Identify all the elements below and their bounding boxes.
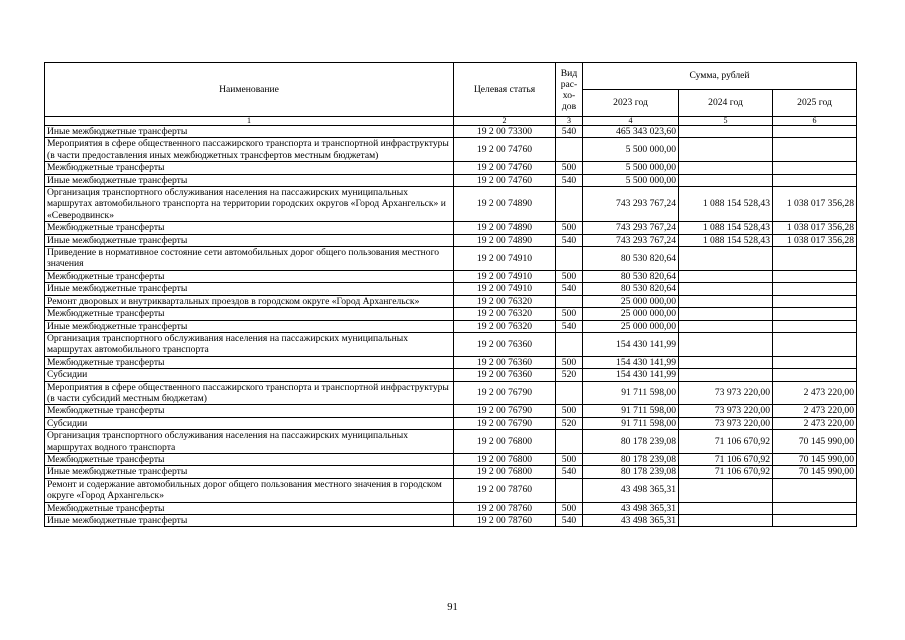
table-row: [45, 308, 857, 320]
cell-amount-2023: 80 530 820,64: [583, 270, 679, 282]
cell-amount-2024: [679, 320, 773, 332]
header-expense-type-line: хо-: [562, 89, 576, 101]
cell-amount-2025: [773, 320, 857, 332]
budget-table: [44, 62, 857, 527]
cell-article: 19 2 00 76800: [454, 430, 556, 454]
col-number: 6: [773, 117, 857, 126]
cell-amount-2025: 2 473 220,00: [773, 381, 857, 405]
header-year-2025: 2025 год: [773, 90, 857, 117]
cell-expense-type: 540: [556, 126, 583, 138]
cell-amount-2024: [679, 515, 773, 527]
table-row: [45, 295, 857, 307]
cell-amount-2023: 743 293 767,24: [583, 187, 679, 222]
cell-name: Межбюджетные трансферты: [45, 162, 454, 174]
cell-expense-type: [556, 381, 583, 405]
cell-article: 19 2 00 74890: [454, 234, 556, 246]
cell-name: Межбюджетные трансферты: [45, 270, 454, 282]
cell-article: 19 2 00 76320: [454, 295, 556, 307]
table-row: [45, 430, 857, 454]
table-row: [45, 234, 857, 246]
cell-amount-2025: [773, 126, 857, 138]
table-row: [45, 356, 857, 368]
cell-amount-2025: 1 038 017 356,28: [773, 222, 857, 234]
cell-name: Иные межбюджетные трансферты: [45, 126, 454, 138]
cell-expense-type: 500: [556, 270, 583, 282]
cell-expense-type: 520: [556, 369, 583, 381]
cell-amount-2025: [773, 515, 857, 527]
cell-article: 19 2 00 76800: [454, 466, 556, 478]
col-number: 3: [556, 117, 583, 126]
cell-amount-2023: 43 498 365,31: [583, 502, 679, 514]
cell-article: 19 2 00 78760: [454, 478, 556, 502]
cell-amount-2023: 5 500 000,00: [583, 138, 679, 162]
cell-expense-type: [556, 138, 583, 162]
cell-amount-2024: [679, 247, 773, 271]
cell-amount-2024: [679, 162, 773, 174]
cell-expense-type: 540: [556, 515, 583, 527]
cell-amount-2023: 25 000 000,00: [583, 320, 679, 332]
cell-amount-2023: 91 711 598,00: [583, 381, 679, 405]
cell-amount-2024: [679, 126, 773, 138]
cell-amount-2025: [773, 295, 857, 307]
cell-amount-2023: 91 711 598,00: [583, 417, 679, 429]
cell-name: Организация транспортного обслуживания населения на пассажирских муниципальных маршрутах автомобильного транспорта на территории городских округов «Город Архангельск» и «Северодвинск»: [45, 187, 454, 222]
cell-article: 19 2 00 76790: [454, 417, 556, 429]
cell-article: 19 2 00 74890: [454, 187, 556, 222]
cell-expense-type: [556, 247, 583, 271]
cell-expense-type: 500: [556, 453, 583, 465]
cell-amount-2025: 70 145 990,00: [773, 453, 857, 465]
table-row: [45, 222, 857, 234]
cell-amount-2025: 2 473 220,00: [773, 417, 857, 429]
cell-amount-2024: [679, 295, 773, 307]
cell-amount-2025: [773, 332, 857, 356]
header-expense-type: [556, 63, 583, 117]
cell-amount-2025: [773, 283, 857, 295]
cell-amount-2023: 43 498 365,31: [583, 478, 679, 502]
col-number: 5: [679, 117, 773, 126]
table-row: [45, 453, 857, 465]
cell-amount-2024: 71 106 670,92: [679, 430, 773, 454]
col-number: 1: [45, 117, 454, 126]
cell-article: 19 2 00 74910: [454, 247, 556, 271]
cell-amount-2025: 1 038 017 356,28: [773, 234, 857, 246]
cell-amount-2024: 1 088 154 528,43: [679, 187, 773, 222]
table-row: [45, 320, 857, 332]
table-row: [45, 162, 857, 174]
cell-amount-2024: [679, 174, 773, 186]
cell-article: 19 2 00 76320: [454, 308, 556, 320]
table-row: [45, 478, 857, 502]
cell-expense-type: 520: [556, 417, 583, 429]
cell-article: 19 2 00 74760: [454, 174, 556, 186]
col-number: 2: [454, 117, 556, 126]
cell-amount-2025: [773, 308, 857, 320]
cell-amount-2023: 80 178 239,08: [583, 453, 679, 465]
cell-article: 19 2 00 76360: [454, 356, 556, 368]
cell-amount-2023: 5 500 000,00: [583, 162, 679, 174]
cell-name: Ремонт и содержание автомобильных дорог общего пользования местного значения в городском округе «Город Архангельск»: [45, 478, 454, 502]
cell-article: 19 2 00 76790: [454, 405, 556, 417]
cell-amount-2023: 5 500 000,00: [583, 174, 679, 186]
header-year-2023: 2023 год: [583, 90, 679, 117]
cell-name: Иные межбюджетные трансферты: [45, 320, 454, 332]
cell-amount-2023: 43 498 365,31: [583, 515, 679, 527]
cell-amount-2024: 71 106 670,92: [679, 466, 773, 478]
header-year-2024: 2024 год: [679, 90, 773, 117]
cell-article: 19 2 00 76360: [454, 332, 556, 356]
table-row: [45, 369, 857, 381]
header-article: Целевая статья: [454, 63, 556, 117]
cell-amount-2024: 73 973 220,00: [679, 381, 773, 405]
cell-amount-2023: 25 000 000,00: [583, 295, 679, 307]
cell-amount-2023: 743 293 767,24: [583, 234, 679, 246]
cell-amount-2024: 71 106 670,92: [679, 453, 773, 465]
cell-expense-type: 500: [556, 356, 583, 368]
cell-amount-2025: [773, 270, 857, 282]
table-row: [45, 126, 857, 138]
cell-amount-2025: [773, 369, 857, 381]
cell-expense-type: 540: [556, 466, 583, 478]
cell-name: Мероприятия в сфере общественного пассажирского транспорта и транспортной инфраструктуры (в части предоставления иных межбюджетных трансфертов местным бюджетам): [45, 138, 454, 162]
cell-amount-2023: 80 530 820,64: [583, 283, 679, 295]
cell-expense-type: [556, 332, 583, 356]
cell-name: Межбюджетные трансферты: [45, 308, 454, 320]
table-row: [45, 138, 857, 162]
table-header: [45, 63, 857, 126]
cell-amount-2023: 91 711 598,00: [583, 405, 679, 417]
cell-expense-type: 540: [556, 174, 583, 186]
cell-expense-type: 500: [556, 502, 583, 514]
cell-name: Организация транспортного обслуживания населения на пассажирских муниципальных маршрутах автомобильного транспорта: [45, 332, 454, 356]
cell-expense-type: [556, 295, 583, 307]
cell-article: 19 2 00 74910: [454, 270, 556, 282]
cell-amount-2025: [773, 356, 857, 368]
cell-expense-type: 500: [556, 222, 583, 234]
cell-article: 19 2 00 74760: [454, 162, 556, 174]
cell-amount-2025: [773, 502, 857, 514]
cell-name: Межбюджетные трансферты: [45, 405, 454, 417]
cell-amount-2024: [679, 356, 773, 368]
cell-amount-2023: 154 430 141,99: [583, 332, 679, 356]
cell-name: Межбюджетные трансферты: [45, 453, 454, 465]
cell-name: Мероприятия в сфере общественного пассажирского транспорта и транспортной инфраструктуры (в части субсидий местным бюджетам): [45, 381, 454, 405]
cell-name: Субсидии: [45, 417, 454, 429]
cell-amount-2025: [773, 247, 857, 271]
cell-amount-2024: [679, 308, 773, 320]
col-number: 4: [583, 117, 679, 126]
table-row: [45, 270, 857, 282]
cell-article: 19 2 00 76320: [454, 320, 556, 332]
cell-name: Иные межбюджетные трансферты: [45, 515, 454, 527]
cell-name: Иные межбюджетные трансферты: [45, 466, 454, 478]
cell-expense-type: 540: [556, 283, 583, 295]
table-row: [45, 502, 857, 514]
cell-name: Организация транспортного обслуживания населения на пассажирских муниципальных маршрутах водного транспорта: [45, 430, 454, 454]
cell-amount-2024: [679, 502, 773, 514]
header-expense-type-line: рас-: [560, 78, 578, 90]
cell-name: Субсидии: [45, 369, 454, 381]
cell-amount-2025: 1 038 017 356,28: [773, 187, 857, 222]
cell-expense-type: 500: [556, 162, 583, 174]
cell-article: 19 2 00 78760: [454, 515, 556, 527]
cell-amount-2025: [773, 174, 857, 186]
cell-expense-type: [556, 187, 583, 222]
cell-name: Межбюджетные трансферты: [45, 356, 454, 368]
cell-article: 19 2 00 76790: [454, 381, 556, 405]
cell-name: Иные межбюджетные трансферты: [45, 283, 454, 295]
cell-article: 19 2 00 74910: [454, 283, 556, 295]
table-row: [45, 332, 857, 356]
cell-amount-2024: 73 973 220,00: [679, 405, 773, 417]
cell-amount-2025: 2 473 220,00: [773, 405, 857, 417]
table-row: [45, 466, 857, 478]
cell-article: 19 2 00 78760: [454, 502, 556, 514]
table-row: [45, 515, 857, 527]
cell-amount-2024: 73 973 220,00: [679, 417, 773, 429]
table-row: [45, 283, 857, 295]
header-expense-type-line: дов: [561, 100, 577, 112]
table-row: [45, 405, 857, 417]
cell-amount-2023: 80 178 239,08: [583, 430, 679, 454]
table-row: [45, 417, 857, 429]
cell-amount-2023: 154 430 141,99: [583, 356, 679, 368]
cell-name: Иные межбюджетные трансферты: [45, 174, 454, 186]
cell-amount-2024: [679, 332, 773, 356]
cell-name: Иные межбюджетные трансферты: [45, 234, 454, 246]
cell-article: 19 2 00 74890: [454, 222, 556, 234]
header-expense-type-line: Вид: [560, 67, 578, 79]
cell-amount-2024: [679, 478, 773, 502]
cell-article: 19 2 00 76800: [454, 453, 556, 465]
cell-article: 19 2 00 76360: [454, 369, 556, 381]
cell-amount-2025: [773, 478, 857, 502]
cell-expense-type: 500: [556, 405, 583, 417]
table-row: [45, 187, 857, 222]
cell-name: Ремонт дворовых и внутриквартальных проездов в городском округе «Город Архангельск»: [45, 295, 454, 307]
cell-amount-2024: 1 088 154 528,43: [679, 222, 773, 234]
cell-amount-2023: 465 343 023,60: [583, 126, 679, 138]
cell-article: 19 2 00 73300: [454, 126, 556, 138]
cell-amount-2024: 1 088 154 528,43: [679, 234, 773, 246]
cell-expense-type: 540: [556, 234, 583, 246]
cell-expense-type: 500: [556, 308, 583, 320]
cell-amount-2024: [679, 138, 773, 162]
cell-name: Приведение в нормативное состояние сети автомобильных дорог общего пользования местного значения: [45, 247, 454, 271]
cell-amount-2025: 70 145 990,00: [773, 430, 857, 454]
cell-amount-2023: 80 178 239,08: [583, 466, 679, 478]
cell-amount-2024: [679, 270, 773, 282]
cell-amount-2025: [773, 162, 857, 174]
page-number: 91: [447, 602, 458, 613]
cell-amount-2025: 70 145 990,00: [773, 466, 857, 478]
cell-amount-2025: [773, 138, 857, 162]
header-sum: Сумма, рублей: [583, 63, 857, 90]
cell-amount-2024: [679, 369, 773, 381]
cell-amount-2024: [679, 283, 773, 295]
table-row: [45, 174, 857, 186]
table-body: [45, 126, 857, 527]
cell-expense-type: [556, 478, 583, 502]
cell-expense-type: 540: [556, 320, 583, 332]
cell-name: Межбюджетные трансферты: [45, 502, 454, 514]
table-row: [45, 247, 857, 271]
header-name: Наименование: [45, 63, 454, 117]
cell-amount-2023: 25 000 000,00: [583, 308, 679, 320]
cell-article: 19 2 00 74760: [454, 138, 556, 162]
cell-amount-2023: 743 293 767,24: [583, 222, 679, 234]
cell-name: Межбюджетные трансферты: [45, 222, 454, 234]
table-row: [45, 381, 857, 405]
cell-expense-type: [556, 430, 583, 454]
cell-amount-2023: 154 430 141,99: [583, 369, 679, 381]
cell-amount-2023: 80 530 820,64: [583, 247, 679, 271]
